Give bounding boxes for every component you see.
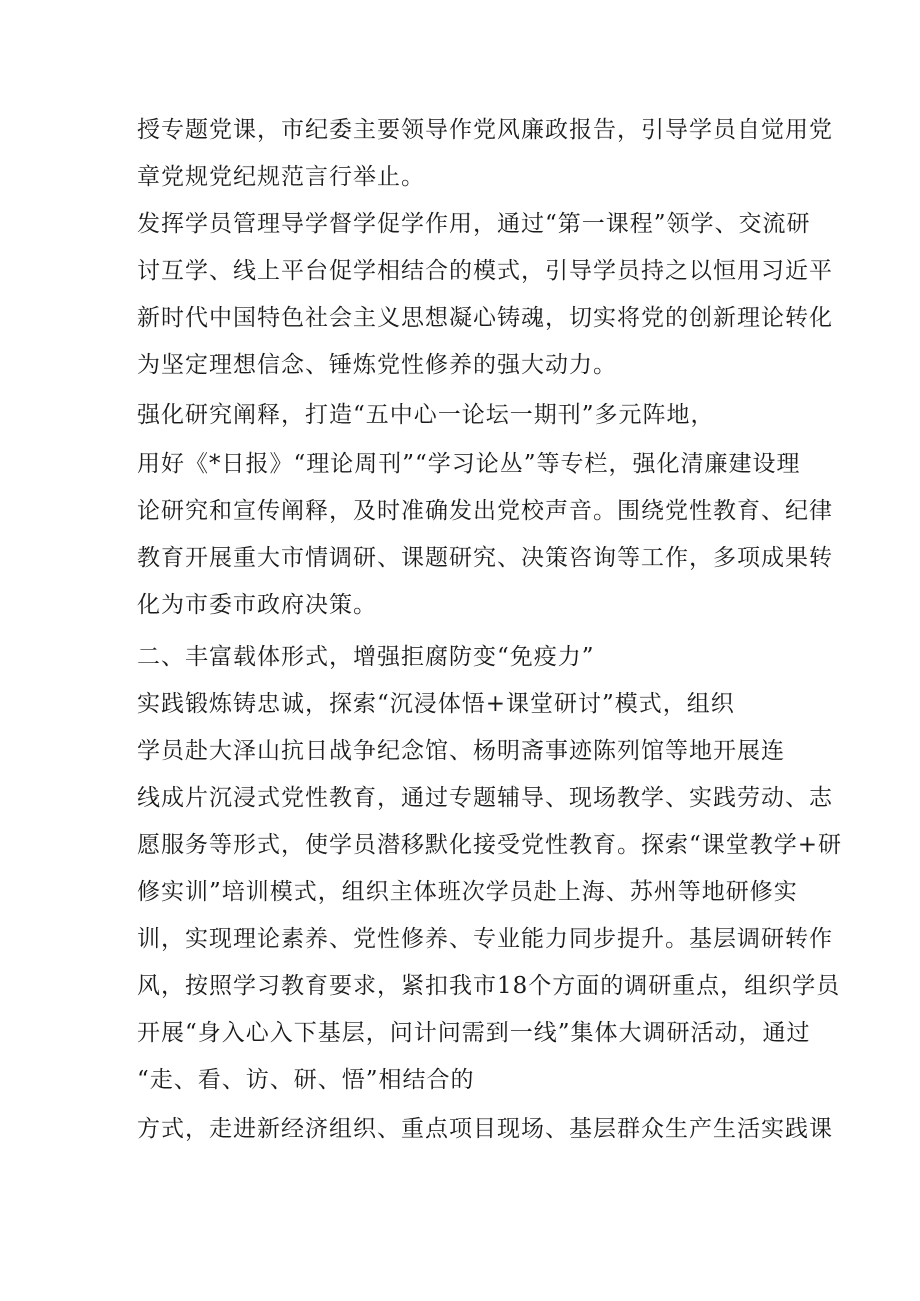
text-line: 化为市委市政府决策。	[137, 592, 377, 618]
text-line: 新时代中国特色社会主义思想凝心铸魂，切实将党的创新理论转化	[137, 305, 833, 331]
text-line: 线成片沉浸式党性教育，通过专题辅导、现场教学、实践劳动、志	[137, 785, 833, 811]
text-line: 章党规党纪规范言行举止。	[137, 164, 425, 190]
text-line: 授专题党课，市纪委主要领导作党风廉政报告，引导学员自觉用党	[137, 117, 833, 143]
text-line: 教育开展重大市情调研、课题研究、决策咨询等工作，多项成果转	[137, 545, 833, 571]
text-line: 用好《*日报》“理论周刊”“学习论丛”等专栏，强化清廉建设理	[137, 451, 801, 477]
text-line: 学员赴大泽山抗日战争纪念馆、杨明斋事迹陈列馆等地开展连	[137, 738, 785, 764]
text-line: 修实训”培训模式，组织主体班次学员赴上海、苏州等地研修实	[137, 879, 798, 905]
text-line: 发挥学员管理导学督学促学作用，通过“第一课程”领学、交流研	[137, 211, 811, 237]
text-line: 方式，走进新经济组织、重点项目现场、基层群众生产生活实践课	[137, 1116, 833, 1142]
text-line: 愿服务等形式，使学员潜移默化接受党性教育。探索“课堂教学+研	[137, 832, 843, 858]
text-line: 训，实现理论素养、党性修养、专业能力同步提升。基层调研转作	[137, 926, 833, 952]
text-line: “走、看、访、研、悟”相结合的	[137, 1067, 475, 1093]
text-line: 为坚定理想信念、锤炼党性修养的强大动力。	[137, 352, 617, 378]
text-line: 开展“身入心入下基层，问计问需到一线”集体大调研活动，通过	[137, 1020, 811, 1046]
text-line: 实践锻炼铸忠诚，探索“沉浸体悟+课堂研讨”模式，组织	[137, 691, 735, 717]
text-line: 论研究和宣传阐释，及时准确发出党校声音。围绕党性教育、纪律	[137, 498, 833, 524]
text-line: 风，按照学习教育要求，紧扣我市18个方面的调研重点，组织学员	[137, 973, 841, 999]
section-heading: 二、丰富载体形式，增强拒腐防变“免疫力”	[137, 644, 595, 670]
text-line: 讨互学、线上平台促学相结合的模式，引导学员持之以恒用习近平	[137, 258, 833, 284]
text-line: 强化研究阐释，打造“五中心一论坛一期刊”多元阵地，	[137, 402, 715, 428]
